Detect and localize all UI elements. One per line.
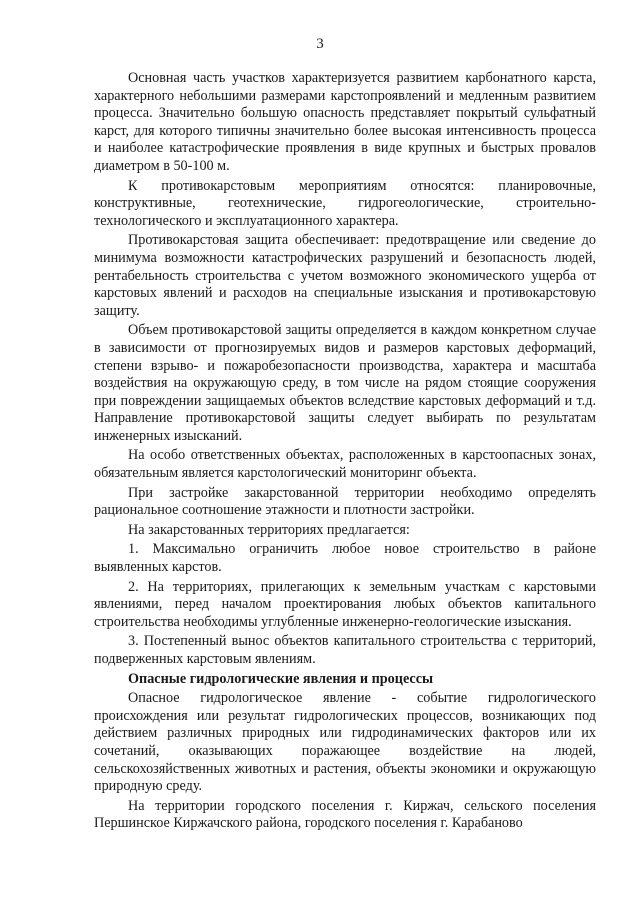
list-item-3: 3. Постепенный вынос объектов капитального строительства с территорий, подверженных карстовым явлениям.: [94, 633, 596, 667]
paragraph-anti-karst-protection: Противокарстовая защита обеспечивает: предотвращение или сведение до минимума возможности катастрофических разрушений и безопасность людей, рентабельность строительства с учетом возможного экономического ущерба от карстовых явлений и расходов на специальные изыскания и противокарстовую защиту.: [94, 232, 596, 319]
page-number: 3: [316, 36, 324, 52]
paragraph-monitoring: На особо ответственных объектах, расположенных в карстоопасных зонах, обязательным является карстологический мониторинг объекта.: [94, 447, 596, 482]
document-body: [94, 70, 596, 835]
paragraph-territory: На территории городского поселения г. Киржач, сельского поселения Першинское Киржачского района, городского поселения г. Карабаново: [94, 797, 596, 832]
paragraph-protection-volume: Объем противокарстовой защиты определяется в каждом конкретном случае в зависимости от прогнозируемых видов и размеров карстовых деформаций, степени взрыво- и пожаробезопасности производства, характера и масштаба воздействия на окружающую среду, в том числе на рядом стоящие сооружения при повреждении защищаемых объектов вследствие карстовых деформаций и т.д. Направление противокарстовой защиты следует выбирать по результатам инженерных изысканий.: [94, 322, 596, 444]
list-item-2: 2. На территориях, прилегающих к земельным участкам с карстовыми явлениями, перед началом проектирования любых объектов капитального строительства необходимы углубленные инженерно-геологические изыскания.: [94, 578, 596, 630]
list-item-1: 1. Максимально ограничить любое новое строительство в районе выявленных карстов.: [94, 541, 596, 576]
paragraph-karst-types: Основная часть участков характеризуется развитием карбонатного карста, характерного небольшими размерами карстопроявлений и медленным развитием процесса. Значительно большую опасность представляет покрытый сульфатный карст, для которого типичны значительно более высокая интенсивность процесса и наиболее катастрофические проявления в виде крупных и быстрых провалов диаметром в 50-100 м.: [94, 70, 596, 174]
paragraph-proposals-intro: На закарстованных территориях предлагается:: [128, 521, 410, 538]
paragraph-development-density: При застройке закарстованной территории необходимо определять рациональное соотношение этажности и плотности застройки.: [94, 484, 596, 519]
paragraph-anti-karst-measures: К противокарстовым мероприятиям относятся: планировочные, конструктивные, геотехнические, гидрогеологические, строительно-технологического и эксплуатационного характера.: [94, 177, 596, 229]
section-heading: Опасные гидрологические явления и процессы: [128, 670, 434, 687]
paragraph-hydrological-definition: Опасное гидрологическое явление - событие гидрологического происхождения или результат гидрологических процессов, возникающих под действием различных природных или гидродинамических факторов или их сочетаний, оказывающих поражающее воздействие на людей, сельскохозяйственных животных и растения, объекты экономики и окружающую природную среду.: [94, 690, 596, 795]
